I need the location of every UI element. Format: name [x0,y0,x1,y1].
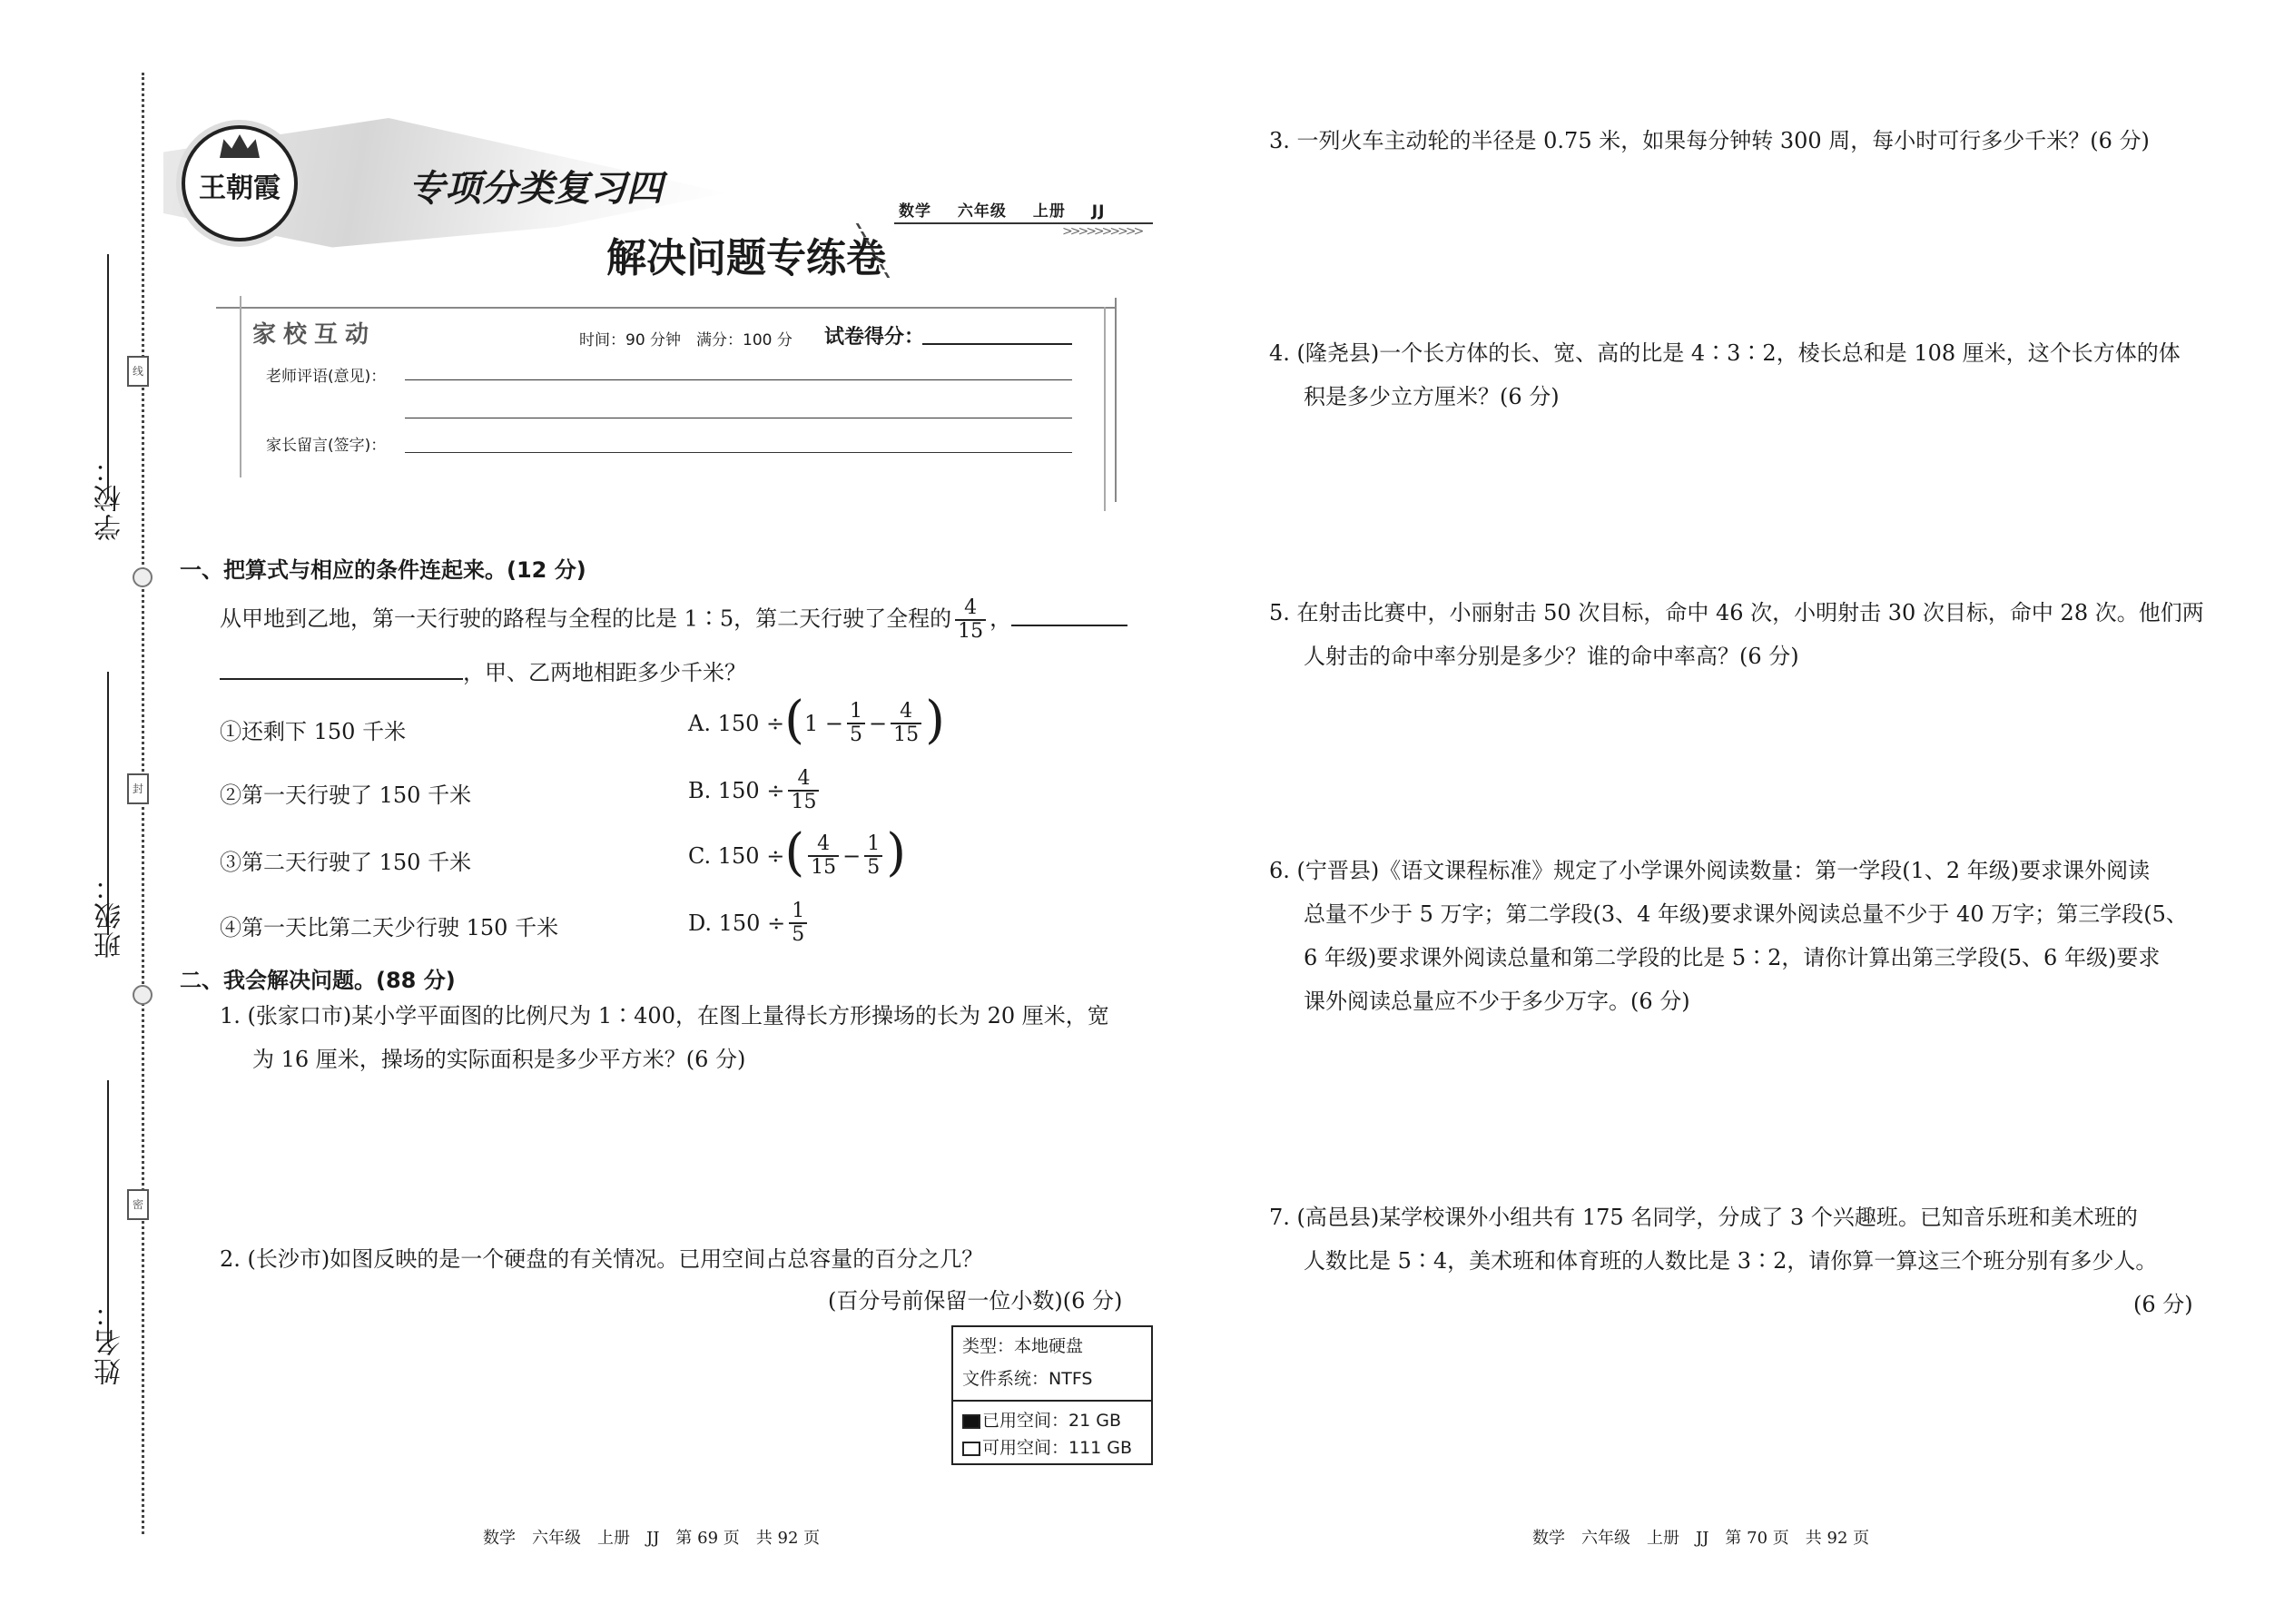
condition-4: ④第一天比第二天少行驶 150 千米 [220,915,559,940]
parent-comment-label: 家长留言(签字)： [266,437,387,455]
disk-used: 已用空间：21 GB [962,1407,1121,1432]
margin-dot [133,985,153,1005]
series-title: 专项分类复习四 [409,168,663,210]
question-6-line3: 6 年级)要求课外阅读总量和第二学段的比是 5∶2，请你计算出第三学段(5、6 年级)要求 [1304,945,2161,970]
header-meta [899,198,1125,221]
frame-line [1104,307,1106,511]
brand-logo [182,125,298,241]
question-7-line2: 人数比是 5∶4，美术班和体育班的人数比是 3∶2，请你算一算这三个班分别有多少人。 [1304,1248,2158,1274]
section1-stem-line1: 从甲地到乙地，第一天行驶的路程与全程的比是 1∶5，第二天行驶了全程的 $\frac{4}{15}$ ， [220,597,1127,643]
frame-line [1115,298,1117,502]
logo-text: 王朝霞 [199,172,281,204]
disk-type: 类型：本地硬盘 [962,1336,1084,1356]
meta-grade: 六年级 [957,202,1007,221]
disk-free: 可用空间：111 GB [962,1434,1132,1459]
question-2-line1: 2. (长沙市)如图反映的是一个硬盘的有关情况。已用空间占总容量的百分之几？ [220,1246,984,1272]
question-4-line2: 积是多少立方厘米？(6 分) [1304,384,1560,409]
score-label: 试卷得分： [824,326,925,349]
question-6-line4: 课外阅读总量应不少于多少万字。(6 分) [1304,989,1690,1014]
footer-left: 数学 六年级 上册 JJ 第 69 页 共 92 页 [483,1529,821,1548]
paper-title: 解决问题专练卷 [606,235,886,281]
question-5-line1: 5. 在射击比赛中，小丽射击 50 次目标，命中 46 次，小明射击 30 次目标，命中 28 次。他们两 [1269,600,2204,625]
teacher-comment-label: 老师评语(意见)： [266,368,387,386]
meta-edition: JJ [1091,202,1106,221]
disk-filesystem: 文件系统：NTFS [962,1369,1093,1389]
free-square-icon [962,1442,980,1456]
question-1-line1: 1. (张家口市)某小学平面图的比例尺为 1∶400，在图上量得长方形操场的长为 20 厘米，宽 [220,1003,1109,1029]
condition-3: ③第二天行驶了 150 千米 [220,850,472,875]
question-2-line2: (百分号前保留一位小数)(6 分) [828,1288,1123,1314]
meta-subject: 数学 [899,202,931,221]
name-label: 姓名： [94,1298,126,1385]
home-school-tag: 家校互动 [252,321,377,349]
answer-blank[interactable] [1011,621,1127,626]
expression-a: A. 150 ÷ ( 1 − $\frac{1}{5}$ − $\frac{4}{15}$ ) [688,691,945,751]
time-info: 时间：90 分钟 满分：100 分 [579,331,793,349]
question-6-line1: 6. (宁晋县)《语文课程标准》规定了小学课外阅读数量：第一学段(1、2 年级)要求课外阅读 [1269,858,2151,883]
question-4-line1: 4. (隆尧县)一个长方体的长、宽、高的比是 4∶3∶2，棱长总和是 108 厘米，这个长方体的体 [1269,340,2181,366]
used-square-icon [962,1414,980,1429]
stem-text: ，甲、乙两地相距多少千米？ [463,660,746,685]
condition-2: ②第一天行驶了 150 千米 [220,782,472,808]
section1-stem-line2 [220,655,746,690]
expression-d: D. 150 ÷ $\frac{1}{5}$ [688,901,811,946]
stem-text: 从甲地到乙地，第一天行驶的路程与全程的比是 1∶5，第二天行驶了全程的 [220,605,952,632]
section1-title: 一、把算式与相应的条件连起来。(12 分) [180,557,586,583]
condition-1: ①还剩下 150 千米 [220,719,407,744]
margin-box-line: 线 [127,356,149,387]
home-school-box [216,307,1117,505]
margin-box-seal: 封 [127,773,149,804]
question-3-line1: 3. 一列火车主动轮的半径是 0.75 米，如果每分钟转 300 周，每小时可行多少千米？(6 分) [1269,128,2150,153]
question-1-line2: 为 16 厘米，操场的实际面积是多少平方米？(6 分) [252,1047,746,1072]
class-label: 班级： [94,871,126,959]
stem-fraction: $\frac{4}{15}$ [955,597,986,643]
expression-c: C. 150 ÷ ( $\frac{4}{15}$ − $\frac{1}{5}$ ) [688,823,907,883]
crown-icon [220,134,260,158]
parent-comment-field[interactable] [405,452,1072,453]
section2-title: 二、我会解决问题。(88 分) [180,968,456,993]
margin-box-secret: 密 [127,1189,149,1220]
expression-b: B. 150 ÷ $\frac{4}{15}$ [688,768,822,813]
answer-blank[interactable] [220,674,463,680]
margin-dot [133,567,153,587]
question-7-line1: 7. (高邑县)某学校课外小组共有 175 名同学，分成了 3 个兴趣班。已知音乐班和美术班的 [1269,1205,2138,1230]
question-5-line2: 人射击的命中率分别是多少？谁的命中率高？(6 分) [1304,644,1799,669]
meta-volume: 上册 [1032,202,1066,221]
frame-line [216,307,1117,309]
footer-right: 数学 六年级 上册 JJ 第 70 页 共 92 页 [1532,1529,1870,1548]
disk-info-box [951,1325,1153,1465]
teacher-comment-field[interactable] [405,379,1072,380]
chevrons-icon: >>>>>>>>>> [1062,224,1142,239]
question-7-line3: (6 分) [2133,1292,2193,1317]
frame-line [240,296,241,477]
school-label: 学校： [94,454,126,541]
question-6-line2: 总量不少于 5 万字；第二学段(3、4 年级)要求课外阅读总量不少于 40 万字；第三学段(5、 [1304,901,2188,927]
score-field[interactable] [922,343,1072,345]
disk-divider [953,1400,1151,1402]
